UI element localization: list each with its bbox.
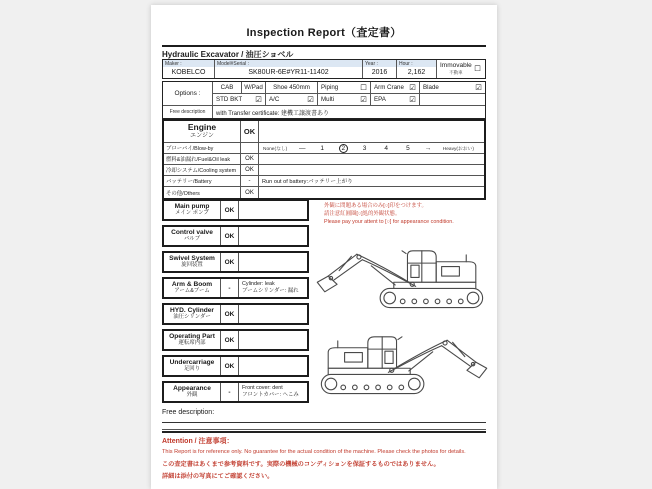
attention-english: This Report is for reference only. No guarantee for the actual condition of the machine. Please check the photos for details.	[162, 449, 466, 455]
option-blade	[420, 82, 485, 94]
option-piping-label: Piping	[321, 84, 339, 91]
item-main-pump-label	[164, 201, 221, 219]
std-bkt-checkbox-icon[interactable]: ☑	[255, 94, 262, 104]
option-arm-crane-label: Arm Crane	[374, 84, 404, 91]
item-operating-part-status: OK	[221, 331, 239, 349]
item-control-valve	[162, 225, 309, 247]
ac-checkbox-icon[interactable]: ☑	[307, 94, 314, 104]
blowby-scale-4: 4	[384, 144, 389, 152]
comment-line1: Cylinder: leak	[242, 281, 275, 288]
footer-divider	[162, 429, 486, 433]
others-comment	[259, 187, 484, 198]
inspection-items-list	[162, 199, 309, 407]
attention-block	[162, 436, 486, 484]
fuel-oil-leak-comment	[259, 154, 484, 165]
item-undercarriage-jp: 足回り	[183, 365, 201, 372]
blowby-scale-1: 1	[320, 144, 324, 152]
item-control-valve-label	[164, 227, 221, 245]
hour-label: Hour :	[397, 60, 436, 67]
year-label: Year :	[363, 60, 396, 67]
page-title: Inspection Report（査定書）	[246, 27, 402, 39]
attention-japanese-1: この査定書はあくまで参考資料です。実際の機械のコンディションを保証するものではありません。	[162, 460, 440, 468]
others-label: その他/Others	[164, 187, 241, 198]
document-page	[151, 5, 497, 489]
item-appearance-label	[164, 383, 221, 401]
blowby-right-arrow: →	[424, 144, 432, 152]
arm-crane-checkbox-icon[interactable]: ☑	[409, 82, 416, 92]
item-hyd-cylinder-status: OK	[221, 305, 239, 323]
year-value: 2016	[371, 69, 388, 76]
hour-cell	[397, 60, 437, 78]
item-main-pump-status: OK	[221, 201, 239, 219]
option-ac	[266, 94, 318, 106]
appearance-notice	[324, 202, 486, 226]
item-hyd-cylinder-en: HYD. Cylinder	[170, 307, 214, 315]
item-control-valve-jp: バルブ	[183, 235, 201, 242]
others-status: OK	[241, 187, 259, 198]
engine-section-table	[162, 119, 486, 200]
excavator-drawing-left-view	[313, 231, 491, 313]
model-serial-value: SK80UR-6E#YR11-11402	[248, 69, 329, 76]
item-control-valve-en: Control valve	[171, 229, 213, 237]
item-undercarriage-en: Undercarriage	[169, 359, 215, 367]
options-free-description-value: with Transfer certificate: 建機工譲渡書あり	[216, 110, 330, 117]
blowby-left-arrow: —	[298, 144, 306, 152]
option-shoe: Shoe 450mm	[266, 82, 318, 94]
item-undercarriage-status: OK	[221, 357, 239, 375]
cooling-system-label: 冷却システム/Cooling system	[164, 165, 241, 176]
item-arm-boom-label	[164, 279, 221, 297]
engine-heading-jp: エンジン	[190, 132, 214, 139]
battery-status: -	[241, 176, 259, 187]
cooling-system-comment	[259, 165, 484, 176]
fuel-oil-leak-label: 燃料&油漏れ/Fuel&Oil leak	[164, 154, 241, 165]
engine-heading-en: Engine	[187, 122, 217, 133]
model-serial-label: Model#Serial :	[215, 60, 362, 67]
multi-checkbox-icon[interactable]: ☑	[360, 94, 367, 104]
item-control-valve-status: OK	[221, 227, 239, 245]
item-swivel-system-comment	[239, 253, 307, 271]
option-std-bkt	[213, 94, 266, 106]
options-free-description-label: Free description	[163, 106, 213, 118]
item-main-pump-en: Main pump	[174, 203, 210, 211]
blowby-min-label: None(なし)	[263, 146, 288, 152]
item-undercarriage-comment	[239, 357, 307, 375]
item-main-pump	[162, 199, 309, 221]
machine-type-heading: Hydraulic Excavator / 油圧ショベル	[162, 50, 294, 59]
fuel-oil-leak-status: OK	[241, 154, 259, 165]
immovable-label: Immovable	[440, 62, 472, 69]
comment-line1: Front cover: dent	[242, 385, 283, 392]
model-serial-cell	[215, 60, 363, 78]
blowby-scale	[259, 143, 484, 154]
options-table	[162, 81, 486, 119]
item-operating-part-en: Operating Part	[169, 333, 215, 341]
option-multi-label: Multi	[321, 96, 335, 103]
item-hyd-cylinder-jp: 油圧シリンダー	[173, 313, 211, 320]
item-appearance-en: Appearance	[173, 385, 211, 393]
item-hyd-cylinder-comment	[239, 305, 307, 323]
blowby-scale-3: 3	[362, 144, 367, 152]
item-control-valve-comment	[239, 227, 307, 245]
item-arm-boom-jp: アーム&ブーム	[174, 287, 210, 294]
blowby-scale-2-selected: 2	[339, 144, 348, 153]
item-arm-boom	[162, 277, 309, 299]
option-epa	[371, 94, 420, 106]
battery-comment: Run out of battery:バッテリー上がり	[259, 176, 484, 187]
comment-line2: ブームシリンダー: 漏れ	[242, 288, 299, 294]
option-multi	[318, 94, 371, 106]
engine-status: OK	[241, 121, 259, 143]
option-piping	[318, 82, 371, 94]
item-hyd-cylinder-label	[164, 305, 221, 323]
blowby-max-label: Heavy(おおい)	[442, 146, 474, 152]
option-cab: CAB	[213, 82, 242, 94]
engine-heading	[164, 121, 241, 143]
notice-line-en: Please pay your attent to [○] for appearance condition.	[324, 219, 454, 226]
option-std-bkt-label: STD BKT	[216, 96, 243, 103]
attention-japanese-2: 詳細は添付の写真にてご確認ください。	[162, 473, 274, 480]
option-arm-crane	[371, 82, 420, 94]
year-cell	[363, 60, 397, 78]
item-appearance-comment	[239, 383, 307, 401]
option-epa-label: EPA	[374, 96, 386, 103]
maker-value: KOBELCO	[171, 69, 206, 76]
item-swivel-system-status: OK	[221, 253, 239, 271]
item-swivel-system-jp: 旋回装置	[181, 261, 203, 268]
piping-checkbox-icon[interactable]: ☐	[360, 82, 367, 92]
item-appearance	[162, 381, 309, 403]
item-undercarriage-label	[164, 357, 221, 375]
item-appearance-jp: 外観	[186, 391, 198, 398]
item-operating-part-label	[164, 331, 221, 349]
immovable-label-jp: 不動車	[449, 69, 463, 75]
free-description-footer: Free description:	[162, 409, 486, 423]
option-empty	[420, 94, 485, 106]
battery-label: バッテリー/Battery	[164, 176, 241, 187]
notice-line-zh: 請注意紅圓圈[○]処的外観状態。	[324, 211, 401, 218]
attention-title: Attention / 注意事項：	[162, 438, 234, 445]
blowby-status	[241, 143, 259, 154]
epa-checkbox-icon[interactable]: ☑	[409, 94, 416, 104]
comment-line2: フロントカバー: へこみ	[242, 392, 299, 398]
item-arm-boom-comment	[239, 279, 307, 297]
item-appearance-status: -	[221, 383, 239, 401]
item-arm-boom-status: -	[221, 279, 239, 297]
item-hyd-cylinder	[162, 303, 309, 325]
immovable-checkbox-icon[interactable]: ☐	[474, 64, 481, 74]
blowby-scale-5: 5	[406, 144, 410, 152]
immovable-cell	[437, 60, 484, 78]
item-main-pump-jp: メイン ポンプ	[175, 209, 209, 216]
maker-cell	[163, 60, 215, 78]
title-divider	[162, 45, 486, 47]
blowby-label: ブローバイ/Blow-by	[164, 143, 241, 154]
item-operating-part-comment	[239, 331, 307, 349]
option-blade-label: Blade	[423, 84, 439, 91]
cooling-system-status: OK	[241, 165, 259, 176]
option-wpad: W/Pad	[242, 82, 266, 94]
item-arm-boom-en: Arm & Boom	[171, 281, 213, 289]
blade-checkbox-icon[interactable]: ☑	[475, 82, 482, 92]
engine-header-spacer	[259, 121, 484, 143]
item-operating-part	[162, 329, 309, 351]
item-operating-part-jp: 運転席内部	[178, 339, 206, 346]
excavator-drawing-right-view	[313, 317, 491, 399]
immovable-labels	[440, 63, 472, 75]
option-ac-label: A/C	[269, 96, 280, 103]
hour-value: 2,162	[407, 69, 426, 76]
notice-line-jp: 外観に問題ある場合のみ[○]印をつけます。	[324, 203, 427, 209]
item-swivel-system	[162, 251, 309, 273]
item-main-pump-comment	[239, 201, 307, 219]
options-label: Options :	[163, 82, 213, 106]
maker-label: Maker :	[163, 60, 214, 67]
item-swivel-system-en: Swivel System	[169, 255, 215, 263]
machine-info-table	[162, 59, 486, 79]
item-swivel-system-label	[164, 253, 221, 271]
item-undercarriage	[162, 355, 309, 377]
